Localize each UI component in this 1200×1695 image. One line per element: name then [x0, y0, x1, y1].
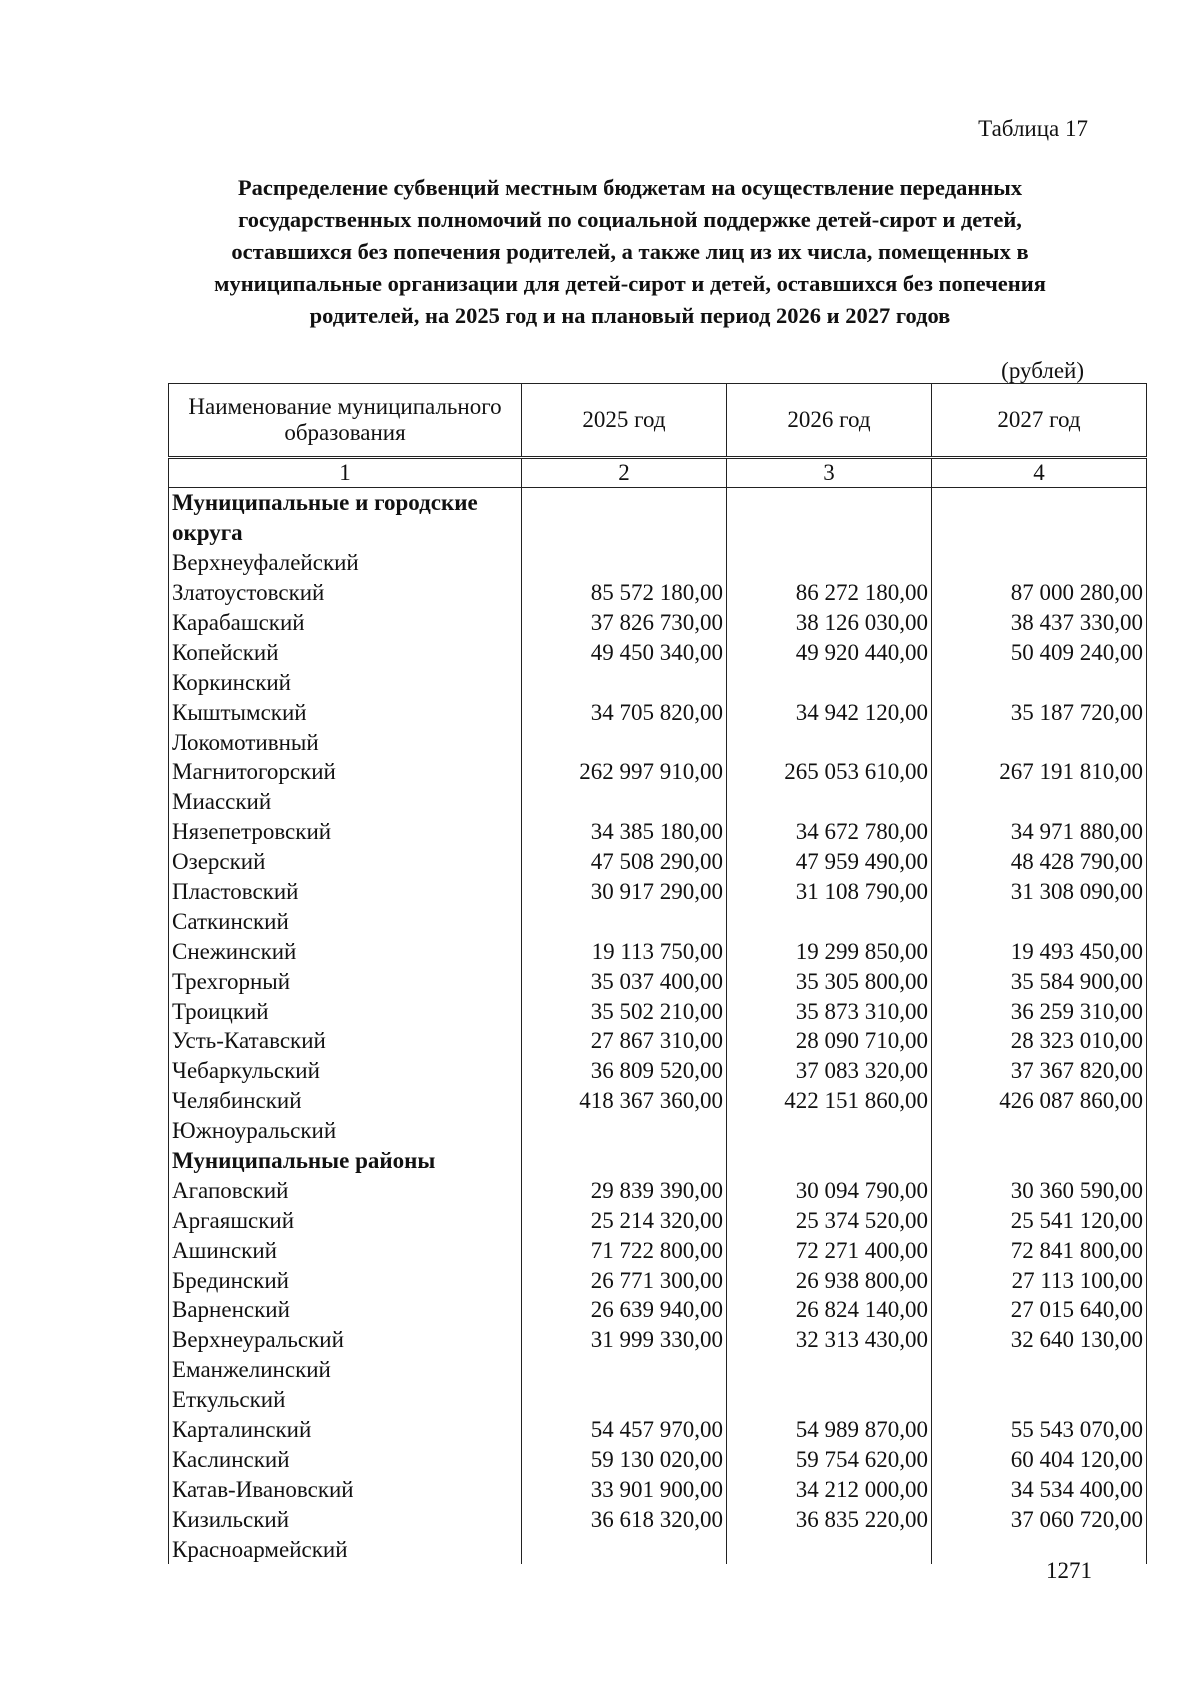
- value-2025: [522, 787, 727, 817]
- value-2025: [522, 667, 727, 697]
- value-2025: [522, 906, 727, 936]
- value-2026: 35 305 800,00: [727, 966, 932, 996]
- value-2026: [727, 906, 932, 936]
- value-2027: 38 437 330,00: [932, 608, 1147, 638]
- subvention-table: [168, 383, 1147, 1564]
- value-2025: 59 130 020,00: [522, 1445, 727, 1475]
- value-2027: [932, 518, 1147, 548]
- value-2025: 29 839 390,00: [522, 1175, 727, 1205]
- value-2027: 87 000 280,00: [932, 578, 1147, 608]
- value-2026: 49 920 440,00: [727, 637, 932, 667]
- value-2026: [727, 727, 932, 757]
- value-2027: 28 323 010,00: [932, 1026, 1147, 1056]
- municipality-name: Кыштымский: [169, 697, 522, 727]
- value-2026: 422 151 860,00: [727, 1086, 932, 1116]
- value-2027: [932, 906, 1147, 936]
- value-2026: 31 108 790,00: [727, 877, 932, 907]
- column-number: 3: [727, 458, 932, 488]
- value-2027: 34 534 400,00: [932, 1474, 1147, 1504]
- table-row: [169, 1504, 1147, 1534]
- table-row: [169, 1235, 1147, 1265]
- value-2026: 25 374 520,00: [727, 1205, 932, 1235]
- value-2026: 32 313 430,00: [727, 1325, 932, 1355]
- value-2027: 27 015 640,00: [932, 1295, 1147, 1325]
- value-2025: 34 385 180,00: [522, 817, 727, 847]
- table-row: [169, 727, 1147, 757]
- municipality-name: Локомотивный: [169, 727, 522, 757]
- table-row: [169, 1295, 1147, 1325]
- municipality-name: Муниципальные и городские: [169, 488, 522, 518]
- value-2025: 26 639 940,00: [522, 1295, 727, 1325]
- section-row: [169, 1146, 1147, 1176]
- value-2027: [932, 548, 1147, 578]
- value-2025: 36 618 320,00: [522, 1504, 727, 1534]
- page-number: 1271: [1046, 1558, 1092, 1583]
- value-2025: 27 867 310,00: [522, 1026, 727, 1056]
- municipality-name: Брединский: [169, 1265, 522, 1295]
- value-2027: [932, 787, 1147, 817]
- value-2025: 26 771 300,00: [522, 1265, 727, 1295]
- value-2026: 36 835 220,00: [727, 1504, 932, 1534]
- value-2025: [522, 727, 727, 757]
- municipality-name: Еткульский: [169, 1385, 522, 1415]
- title-line: оставшихся без попечения родителей, а также лиц из их числа, помещенных в: [231, 239, 1029, 264]
- municipality-name: Еманжелинский: [169, 1355, 522, 1385]
- municipality-name: Копейский: [169, 637, 522, 667]
- value-2027: 37 060 720,00: [932, 1504, 1147, 1534]
- value-2027: [932, 1146, 1147, 1176]
- municipality-name: Саткинский: [169, 906, 522, 936]
- table-row: [169, 637, 1147, 667]
- municipality-name: Муниципальные районы: [169, 1146, 522, 1176]
- value-2027: 55 543 070,00: [932, 1415, 1147, 1445]
- table-row: [169, 1086, 1147, 1116]
- value-2026: [727, 488, 932, 518]
- value-2027: 30 360 590,00: [932, 1175, 1147, 1205]
- municipality-name: Карталинский: [169, 1415, 522, 1445]
- value-2026: [727, 1116, 932, 1146]
- value-2027: 34 971 880,00: [932, 817, 1147, 847]
- value-2027: [932, 1534, 1147, 1564]
- table-row: [169, 1445, 1147, 1475]
- value-2026: 19 299 850,00: [727, 936, 932, 966]
- value-2025: 47 508 290,00: [522, 847, 727, 877]
- value-2025: [522, 1534, 727, 1564]
- municipality-name: Верхнеуфалейский: [169, 548, 522, 578]
- value-2025: 35 502 210,00: [522, 996, 727, 1026]
- value-2025: 49 450 340,00: [522, 637, 727, 667]
- value-2025: 85 572 180,00: [522, 578, 727, 608]
- table-row: [169, 1325, 1147, 1355]
- municipality-name: Варненский: [169, 1295, 522, 1325]
- table-row: [169, 1534, 1147, 1564]
- value-2026: 26 824 140,00: [727, 1295, 932, 1325]
- value-2025: [522, 1355, 727, 1385]
- municipality-name: Южноуральский: [169, 1116, 522, 1146]
- value-2027: [932, 667, 1147, 697]
- value-2025: 418 367 360,00: [522, 1086, 727, 1116]
- table-row: [169, 817, 1147, 847]
- value-2026: 86 272 180,00: [727, 578, 932, 608]
- value-2025: 19 113 750,00: [522, 936, 727, 966]
- title-line: государственных полномочий по социальной поддержке детей-сирот и детей,: [238, 207, 1022, 232]
- table-row: [169, 1116, 1147, 1146]
- value-2027: 27 113 100,00: [932, 1265, 1147, 1295]
- municipality-name: Челябинский: [169, 1086, 522, 1116]
- column-number: 1: [169, 458, 522, 488]
- value-2027: [932, 727, 1147, 757]
- value-2026: [727, 667, 932, 697]
- value-2025: 30 917 290,00: [522, 877, 727, 907]
- municipality-name: округа: [169, 518, 522, 548]
- value-2026: 37 083 320,00: [727, 1056, 932, 1086]
- municipality-name: Аргаяшский: [169, 1205, 522, 1235]
- value-2025: 25 214 320,00: [522, 1205, 727, 1235]
- value-2025: 71 722 800,00: [522, 1235, 727, 1265]
- value-2025: [522, 548, 727, 578]
- municipality-name: Коркинский: [169, 667, 522, 697]
- table-row: [169, 847, 1147, 877]
- value-2026: 26 938 800,00: [727, 1265, 932, 1295]
- column-header-2027: 2027 год: [932, 384, 1147, 458]
- municipality-name: Красноармейский: [169, 1534, 522, 1564]
- municipality-name: Златоустовский: [169, 578, 522, 608]
- value-2026: 54 989 870,00: [727, 1415, 932, 1445]
- table-row: [169, 1474, 1147, 1504]
- value-2026: [727, 1534, 932, 1564]
- value-2025: 35 037 400,00: [522, 966, 727, 996]
- value-2027: 25 541 120,00: [932, 1205, 1147, 1235]
- municipality-name: Миасский: [169, 787, 522, 817]
- table-row: [169, 1205, 1147, 1235]
- value-2026: [727, 1385, 932, 1415]
- table-row: [169, 996, 1147, 1026]
- section-row: [169, 518, 1147, 548]
- table-body: [169, 488, 1147, 1565]
- section-row: [169, 488, 1147, 518]
- municipality-name: Нязепетровский: [169, 817, 522, 847]
- municipality-name: Снежинский: [169, 936, 522, 966]
- column-header-name: Наименование муниципального образования: [169, 384, 522, 458]
- value-2027: [932, 488, 1147, 518]
- value-2025: 37 826 730,00: [522, 608, 727, 638]
- table-row: [169, 697, 1147, 727]
- value-2027: 426 087 860,00: [932, 1086, 1147, 1116]
- table-row: [169, 608, 1147, 638]
- value-2025: 262 997 910,00: [522, 757, 727, 787]
- municipality-name: Пластовский: [169, 877, 522, 907]
- value-2025: [522, 1385, 727, 1415]
- value-2025: 31 999 330,00: [522, 1325, 727, 1355]
- municipality-name: Усть-Катавский: [169, 1026, 522, 1056]
- value-2027: 35 584 900,00: [932, 966, 1147, 996]
- value-2026: 72 271 400,00: [727, 1235, 932, 1265]
- table-row: [169, 757, 1147, 787]
- value-2027: 60 404 120,00: [932, 1445, 1147, 1475]
- value-2027: 267 191 810,00: [932, 757, 1147, 787]
- value-2026: 34 212 000,00: [727, 1474, 932, 1504]
- value-2027: 31 308 090,00: [932, 877, 1147, 907]
- value-2026: [727, 548, 932, 578]
- title-line: родителей, на 2025 год и на плановый период 2026 и 2027 годов: [309, 303, 951, 328]
- value-2026: 35 873 310,00: [727, 996, 932, 1026]
- municipality-name: Каслинский: [169, 1445, 522, 1475]
- value-2027: 35 187 720,00: [932, 697, 1147, 727]
- value-2026: 28 090 710,00: [727, 1026, 932, 1056]
- document-title: [150, 172, 1110, 332]
- value-2025: 33 901 900,00: [522, 1474, 727, 1504]
- municipality-name: Чебаркульский: [169, 1056, 522, 1086]
- table-row: [169, 1056, 1147, 1086]
- value-2027: 19 493 450,00: [932, 936, 1147, 966]
- table-row: [169, 1265, 1147, 1295]
- value-2027: 48 428 790,00: [932, 847, 1147, 877]
- value-2025: [522, 488, 727, 518]
- value-2026: 30 094 790,00: [727, 1175, 932, 1205]
- table-row: [169, 906, 1147, 936]
- value-2027: 72 841 800,00: [932, 1235, 1147, 1265]
- municipality-name: Верхнеуральский: [169, 1325, 522, 1355]
- column-header-2025: 2025 год: [522, 384, 727, 458]
- value-2027: 50 409 240,00: [932, 637, 1147, 667]
- table-row: [169, 877, 1147, 907]
- value-2026: 265 053 610,00: [727, 757, 932, 787]
- value-2027: [932, 1116, 1147, 1146]
- table-row: [169, 966, 1147, 996]
- column-number: 4: [932, 458, 1147, 488]
- municipality-name: Агаповский: [169, 1175, 522, 1205]
- table-row: [169, 1355, 1147, 1385]
- value-2025: 34 705 820,00: [522, 697, 727, 727]
- value-2027: 36 259 310,00: [932, 996, 1147, 1026]
- table-row: [169, 1175, 1147, 1205]
- municipality-name: Кизильский: [169, 1504, 522, 1534]
- column-number: 2: [522, 458, 727, 488]
- units-label: (рублей): [1001, 358, 1084, 383]
- table-row: [169, 787, 1147, 817]
- value-2026: 38 126 030,00: [727, 608, 932, 638]
- municipality-name: Троицкий: [169, 996, 522, 1026]
- value-2025: [522, 518, 727, 548]
- value-2027: 37 367 820,00: [932, 1056, 1147, 1086]
- table-row: [169, 578, 1147, 608]
- municipality-name: Магнитогорский: [169, 757, 522, 787]
- value-2027: [932, 1355, 1147, 1385]
- municipality-name: Озерский: [169, 847, 522, 877]
- value-2026: 34 672 780,00: [727, 817, 932, 847]
- value-2026: [727, 1146, 932, 1176]
- value-2027: 32 640 130,00: [932, 1325, 1147, 1355]
- municipality-name: Ашинский: [169, 1235, 522, 1265]
- table-row: [169, 548, 1147, 578]
- value-2025: [522, 1146, 727, 1176]
- municipality-name: Катав-Ивановский: [169, 1474, 522, 1504]
- table-row: [169, 1385, 1147, 1415]
- municipality-name: Трехгорный: [169, 966, 522, 996]
- value-2027: [932, 1385, 1147, 1415]
- table-row: [169, 1026, 1147, 1056]
- value-2025: 36 809 520,00: [522, 1056, 727, 1086]
- value-2026: [727, 1355, 932, 1385]
- value-2026: 34 942 120,00: [727, 697, 932, 727]
- table-row: [169, 1415, 1147, 1445]
- value-2026: 47 959 490,00: [727, 847, 932, 877]
- table-label: Таблица 17: [978, 116, 1088, 141]
- column-header-2026: 2026 год: [727, 384, 932, 458]
- value-2026: 59 754 620,00: [727, 1445, 932, 1475]
- title-line: Распределение субвенций местным бюджетам на осуществление переданных: [237, 175, 1023, 200]
- value-2025: [522, 1116, 727, 1146]
- table-row: [169, 936, 1147, 966]
- table-row: [169, 667, 1147, 697]
- value-2026: [727, 787, 932, 817]
- value-2025: 54 457 970,00: [522, 1415, 727, 1445]
- title-line: муниципальные организации для детей-сирот и детей, оставшихся без попечения: [214, 271, 1046, 296]
- municipality-name: Карабашский: [169, 608, 522, 638]
- value-2026: [727, 518, 932, 548]
